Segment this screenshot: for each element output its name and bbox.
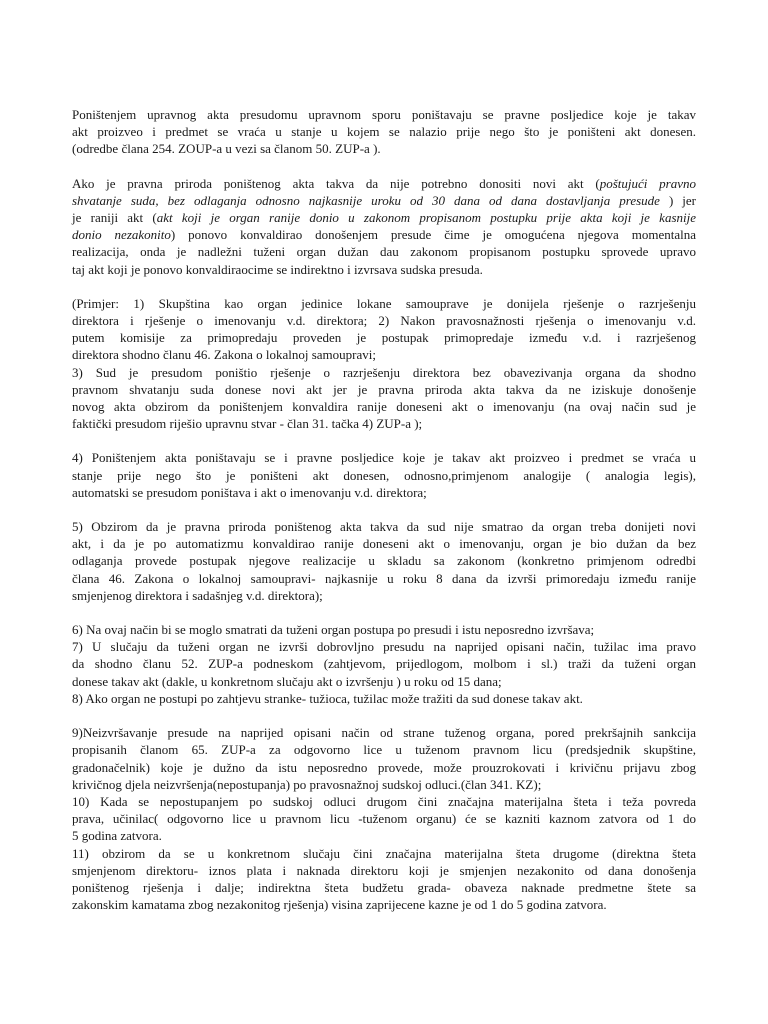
text-line: putem komisije za primopredaju proveden je postupak primopredaje između v.d. i razrješenog: [72, 330, 696, 346]
text-line: [72, 192, 696, 209]
text-line: da shodno članu 52. ZUP-a podneskom (zahtjevom, prijedlogom, molbom i sl.) traži da tuženi organ: [72, 656, 696, 672]
text-line: [72, 209, 696, 226]
text-line: 11) obzirom da se u konkretnom slučaju čini značajna materijalna šteta drugome (direktna šteta: [72, 845, 696, 861]
text-segment: je raniji akt (: [72, 210, 157, 226]
text-segment: Ako je pravna priroda poništenog akta takva da nije potrebno donositi novi akt (: [72, 175, 600, 191]
text-line: 4) Poništenjem akta poništavaju se i pravne posljedice koje je takav akt proizveo i predmet se vraća u: [72, 450, 696, 466]
text-segment: ) ponovo konvaldirao donošenjem presude čime je omogućena njegova momentalna: [170, 227, 697, 243]
text-line: 5) Obzirom da je pravna priroda poništenog akta takva da sud nije smatrao da organ treba donijeti novi: [72, 519, 696, 535]
text-line: [72, 175, 696, 192]
paragraph-5: [72, 518, 696, 604]
text-line: automatski se presudom poništava i akt o imenovanju v.d. direktora;: [72, 484, 427, 500]
text-line: taj akt koji je ponovo konvaldiraocime se indirektno i izvrsava sudska presuda.: [72, 261, 483, 277]
text-line: akt, i da je po automatizmu konvaldirao ranije doneseni akt o imenovanju, organ je bio dužan da bez: [72, 536, 696, 552]
text-line: direktora shodno članu 46. Zakona o lokalnoj samoupravi;: [72, 347, 376, 363]
text-line: [72, 226, 696, 243]
paragraph-7: [72, 724, 696, 913]
italic-segment: poštujući pravno: [599, 175, 696, 191]
text-line: 8) Ako organ ne postupi po zahtjevu stranke- tužioca, tužilac može tražiti da sud donese takav akt.: [72, 690, 583, 706]
text-line: akt proizveo i predmet se vraća u stanje u kojem se nalazio prije nego što je poništeni akt donesen.: [72, 124, 696, 140]
text-line: pravnom shvatanju suda donese novi akt jer je pravna priroda akta takva da ne iziskuje donošenje: [72, 381, 696, 397]
paragraph-3: [72, 295, 696, 433]
text-line: 5 godina zatvora.: [72, 828, 162, 844]
text-line: člana 46. Zakona o lokalnoj samoupravi- najkasnije u roku 8 dana da izvrši primoredaju između ranije: [72, 570, 696, 586]
text-line: 10) Kada se nepostupanjem po sudskoj odluci drugom čini značajna materijalna šteta i teža povreda: [72, 793, 696, 809]
italic-segment: donio nezakonito: [72, 227, 171, 243]
paragraph-2: [72, 175, 696, 278]
text-line: donese takav akt (dakle, u konkretnom slučaju akt o izvršenju ) u roku od 15 dana;: [72, 673, 502, 689]
text-line: stanje prije nego što je poništeni akt donesen, odnosno,primjenom analogije ( analogia legis),: [72, 467, 696, 483]
text-line: novog akta obzirom da poništenjem konvaldira ranije doneseni akt o imenovanju (na ovaj način sud je: [72, 399, 696, 415]
text-line: odlaganja provede postupak njegove realizacije u skladu sa zakonom (konkretno primjenom odredbi: [72, 553, 696, 569]
paragraph-6: [72, 621, 696, 707]
text-line: realizacija, onda je nadležni tuženi organ dužan dau zakonom propisanom postupku sprovede upravo: [72, 244, 696, 260]
text-line: krivičnog djela neizvršenja(nepostupanja) po pravosnažnoj sudskoj odluci.(član 341. KZ);: [72, 776, 542, 792]
text-line: direktora i rješenje o imenovanju v.d. direktora; 2) Nakon pravosnažnosti rješenja o imenovanju v.d.: [72, 313, 696, 329]
text-segment: ) jer: [659, 192, 696, 208]
text-line: prava, učinilac( odgovorno lice u pravnom licu -tuženom organu) će se kazniti kaznom zatvora od 1 do: [72, 811, 696, 827]
paragraph-1: [72, 106, 696, 158]
text-line: Poništenjem upravnog akta presudomu upravnom sporu poništavaju se pravne posljedice koje je takav: [72, 107, 696, 122]
document-page: [72, 106, 696, 913]
text-line: faktički presudom riješio upravnu stvar - član 31. tačka 4) ZUP-a );: [72, 416, 423, 432]
text-line: smjenjenom direktoru- iznos plata i naknada direktoru koji je smjenjen nezakonito od dana donošenja: [72, 862, 696, 878]
text-line: (Primjer: 1) Skupština kao organ jedinice lokane samouprave je donijela rješenje o razrješenju: [72, 295, 696, 311]
text-line: 6) Na ovaj način bi se moglo smatrati da tuženi organ postupa po presudi i istu neposredno izvršava;: [72, 622, 595, 638]
italic-segment: shvatanje suda, bez odlaganja odnosno najkasnije uroku od 30 dana od dana dostavljanja presude: [72, 192, 660, 208]
text-line: smjenjenog direktora i sadašnjeg v.d. direktora);: [72, 587, 323, 603]
text-line: (odredbe člana 254. ZOUP-a u vezi sa članom 50. ZUP-a ).: [72, 141, 381, 157]
text-line: zakonskim kamatama zbog nezakonitog rješenja) visina zaprijecene kazne je od 1 do 5 godina zatvora.: [72, 897, 607, 913]
text-line: poništenog rješenja i dalje; indirektna šteta budžetu grada- obaveza naknade predmetne štete sa: [72, 879, 696, 895]
text-line: 9)Neizvršavanje presude na naprijed opisani način od strane tuženog organa, pored prekršajnih sankcija: [72, 725, 696, 741]
text-line: 7) U slučaju da tuženi organ ne izvrši dobrovljno presudu na naprijed opisani način, tužilac ima pravo: [72, 639, 696, 655]
text-line: 3) Sud je presudom poništio rješenje o razrješenju direktora bez obavezivanja organa da shodno: [72, 364, 696, 380]
text-line: gradonačelnik) koje je dužno da istu neposredno provede, može prouzrokovati i krivičnu prijavu zbog: [72, 759, 696, 775]
paragraph-4: [72, 449, 696, 501]
italic-segment: akt koji je organ ranije donio u zakonom propisanom postupku prije akta koji je kasnije: [156, 210, 696, 226]
text-line: propisanih članom 65. ZUP-a za odgovorno lice u tuženom pravnom licu (predsjednik skupštine,: [72, 742, 696, 758]
